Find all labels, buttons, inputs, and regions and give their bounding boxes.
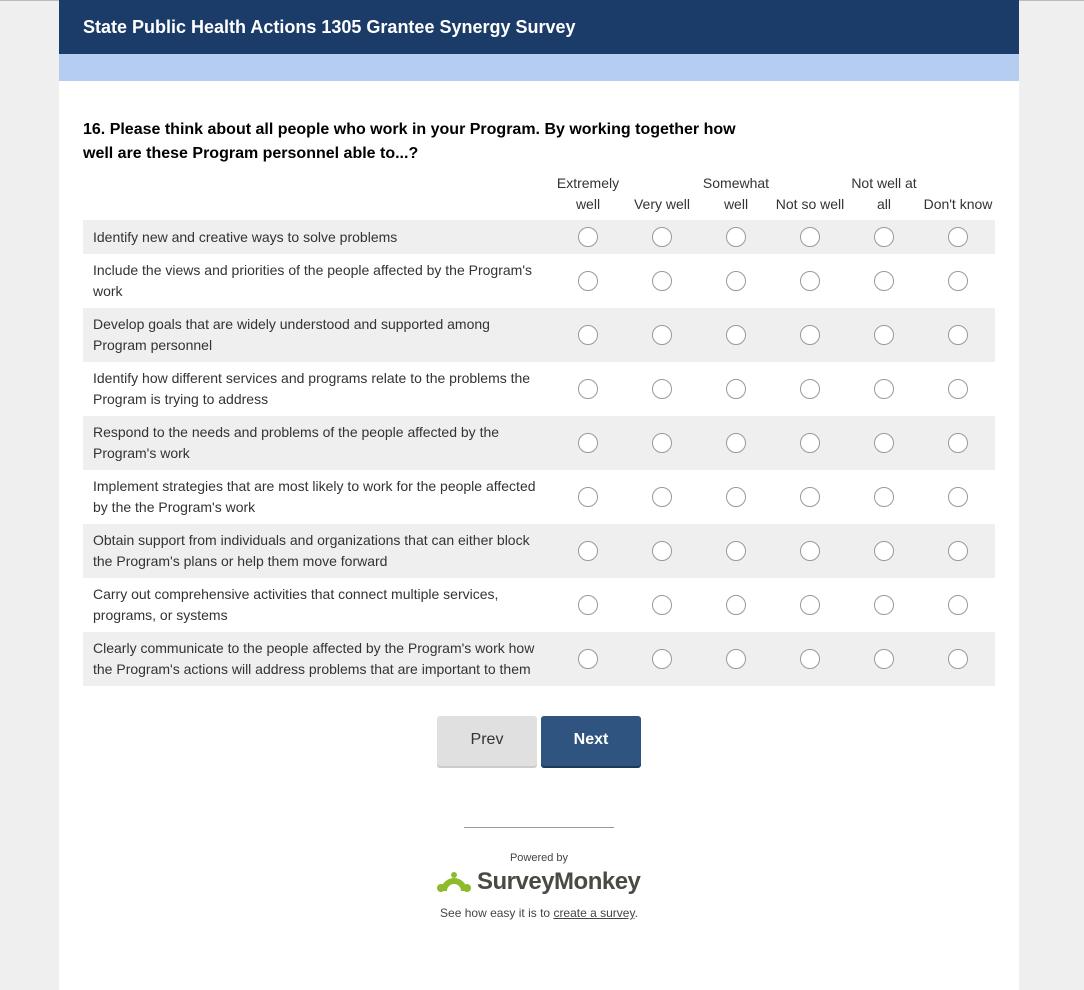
row-label: Respond to the needs and problems of the people affected by the Program's work [83,416,551,470]
radio-button[interactable] [948,271,968,291]
row-label: Include the views and priorities of the people affected by the Program's work [93,262,533,299]
matrix-row [83,362,995,416]
radio-button[interactable] [874,433,894,453]
radio-button[interactable] [578,227,598,247]
radio-cell [551,220,625,254]
radio-button[interactable] [874,325,894,345]
radio-button[interactable] [726,649,746,669]
prev-button[interactable]: Prev [437,716,537,766]
row-label: Identify how different services and programs relate to the problems the Program is trying to address [93,370,531,407]
radio-cell [699,578,773,632]
radio-button[interactable] [652,379,672,399]
row-label: Clearly communicate to the people affected by the Program's work how the Program's actions will address problems that are important to them [83,632,551,686]
radio-button[interactable] [948,541,968,561]
matrix-row [83,416,995,470]
row-label: Develop goals that are widely understood and supported among Program personnel [83,308,551,362]
radio-cell [773,362,847,416]
radio-button[interactable] [726,541,746,561]
powered-by: Powered by [509,852,569,864]
radio-button[interactable] [948,379,968,399]
radio-cell [699,416,773,470]
radio-cell [625,416,699,470]
radio-cell [921,220,995,254]
question-title: 16. Please think about all people who work in your Program. By working together how well are these Program personnel able to...? [83,121,736,162]
radio-button[interactable] [578,649,598,669]
radio-cell [551,632,625,686]
blank-header [83,173,551,220]
radio-button[interactable] [652,433,672,453]
radio-button[interactable] [652,487,672,507]
radio-button[interactable] [800,649,820,669]
radio-cell [625,470,699,524]
row-label: Identify new and creative ways to solve problems [83,220,551,254]
radio-button[interactable] [948,487,968,507]
column-header: Extremely well [556,175,620,212]
radio-cell [625,632,699,686]
radio-cell [921,416,995,470]
radio-button[interactable] [652,227,672,247]
matrix-row [83,524,995,578]
radio-cell [551,578,625,632]
radio-cell [699,220,773,254]
radio-cell [773,524,847,578]
create-survey-text [59,906,1019,920]
survey-page [59,0,1019,990]
radio-cell [921,632,995,686]
divider [464,827,614,828]
radio-cell [847,416,921,470]
radio-button[interactable] [800,379,820,399]
progress-band [59,54,1019,81]
column-header: Not so well [775,196,845,212]
radio-button[interactable] [874,227,894,247]
radio-cell [551,308,625,362]
radio-cell [699,308,773,362]
radio-button[interactable] [578,271,598,291]
radio-button[interactable] [874,487,894,507]
radio-button[interactable] [578,487,598,507]
radio-cell [773,254,847,308]
radio-cell [699,362,773,416]
radio-button[interactable] [652,325,672,345]
radio-cell [847,632,921,686]
radio-cell [699,524,773,578]
radio-button[interactable] [578,379,598,399]
radio-button[interactable] [652,271,672,291]
monkey-icon [437,871,471,893]
radio-cell [551,524,625,578]
radio-button[interactable] [800,487,820,507]
radio-button[interactable] [800,541,820,561]
radio-cell [847,578,921,632]
radio-cell [773,632,847,686]
matrix-row [83,578,995,632]
radio-button[interactable] [578,433,598,453]
radio-button[interactable] [948,595,968,615]
brand-name: SurveyMonkey [477,868,641,895]
surveymonkey-logo[interactable] [437,868,640,896]
radio-cell [551,254,625,308]
radio-cell [921,254,995,308]
radio-button[interactable] [874,541,894,561]
row-label: Obtain support from individuals and organizations that can either block the Program's plans or help them move forward [83,524,551,578]
radio-button[interactable] [800,325,820,345]
radio-cell [773,578,847,632]
radio-cell [699,632,773,686]
radio-cell [625,578,699,632]
radio-cell [847,254,921,308]
radio-cell [847,362,921,416]
radio-cell [625,524,699,578]
column-header: Very well [633,196,691,212]
column-header: Don't know [923,196,993,212]
radio-button[interactable] [874,649,894,669]
matrix-row [83,220,995,254]
radio-cell [773,416,847,470]
radio-cell [921,578,995,632]
radio-cell [773,308,847,362]
radio-cell [625,220,699,254]
radio-cell [921,362,995,416]
radio-cell [699,470,773,524]
radio-button[interactable] [874,595,894,615]
radio-button[interactable] [800,271,820,291]
radio-button[interactable] [726,595,746,615]
easy-text: See how easy it is to [440,906,554,920]
radio-button[interactable] [652,541,672,561]
radio-button[interactable] [578,541,598,561]
radio-button[interactable] [578,595,598,615]
next-button[interactable]: Next [541,716,641,766]
radio-button[interactable] [726,325,746,345]
radio-cell [847,524,921,578]
radio-button[interactable] [726,271,746,291]
radio-cell [773,220,847,254]
radio-button[interactable] [874,271,894,291]
radio-button[interactable] [800,433,820,453]
radio-button[interactable] [800,227,820,247]
radio-button[interactable] [578,325,598,345]
matrix-question [83,173,995,686]
radio-button[interactable] [948,325,968,345]
radio-cell [847,220,921,254]
row-label: Implement strategies that are most likely to work for the people affected by the the Program's work [93,478,536,515]
radio-button[interactable] [726,433,746,453]
radio-button[interactable] [726,487,746,507]
column-header: Somewhat well [702,175,770,212]
radio-cell [551,470,625,524]
radio-cell [921,308,995,362]
radio-cell [921,524,995,578]
matrix-row [83,254,995,308]
create-survey-link[interactable]: create a survey [553,906,635,920]
radio-cell [625,308,699,362]
radio-button[interactable] [948,227,968,247]
radio-button[interactable] [800,595,820,615]
radio-cell [847,470,921,524]
radio-button[interactable] [652,649,672,669]
period: . [634,906,638,920]
radio-cell [551,362,625,416]
radio-cell [625,362,699,416]
radio-cell [625,254,699,308]
radio-cell [699,254,773,308]
column-header: Not well at all [851,175,917,212]
radio-cell [847,308,921,362]
radio-cell [773,470,847,524]
radio-button[interactable] [726,379,746,399]
radio-button[interactable] [726,227,746,247]
matrix-row [83,470,995,524]
matrix-row [83,632,995,686]
matrix-row [83,308,995,362]
radio-button[interactable] [874,379,894,399]
radio-button[interactable] [948,433,968,453]
radio-button[interactable] [652,595,672,615]
radio-cell [921,470,995,524]
radio-button[interactable] [948,649,968,669]
radio-cell [551,416,625,470]
survey-title: State Public Health Actions 1305 Grantee Synergy Survey [59,0,1019,54]
row-label: Carry out comprehensive activities that connect multiple services, programs, or systems [93,586,499,623]
